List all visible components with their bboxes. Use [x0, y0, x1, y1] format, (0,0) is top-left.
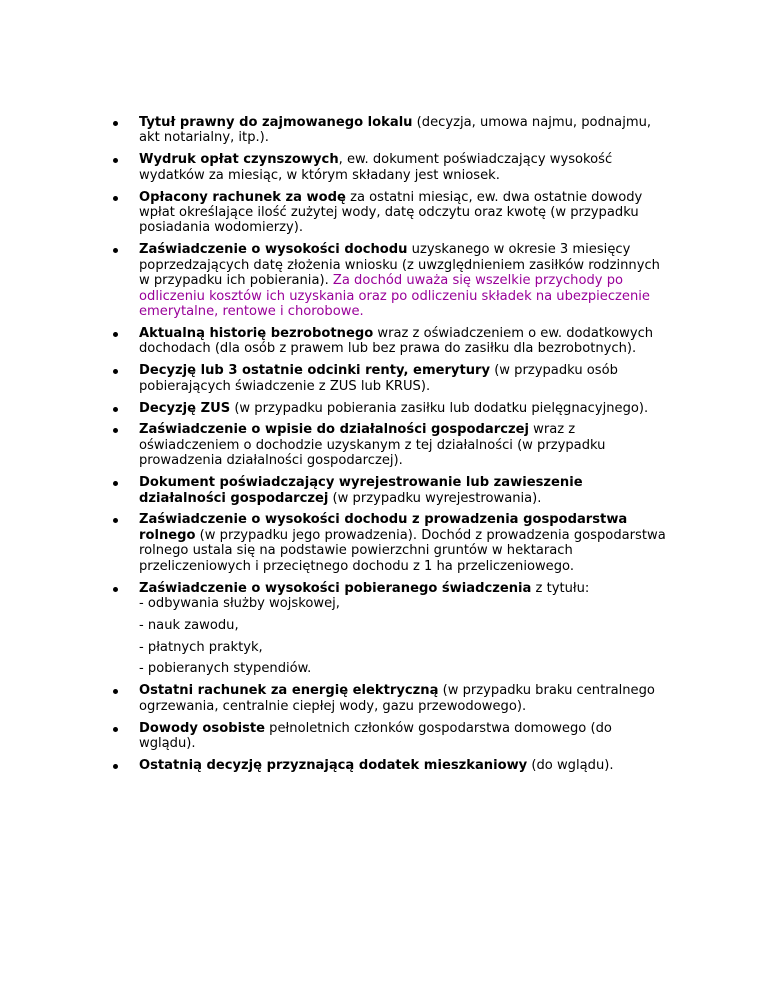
- list-item: [0, 115, 768, 146]
- item-title: Zaświadczenie o wysokości pobieranego świadczenia: [139, 580, 532, 596]
- item-text: z tytułu:: [531, 580, 590, 596]
- item-text: (w przypadku braku centralnego ogrzewania, centralnie ciepłej wody, gazu przewodowego).: [139, 683, 655, 714]
- list-item: [0, 190, 768, 236]
- list-item: [0, 152, 768, 183]
- item-title: Ostatnią decyzję przyznającą dodatek mieszkaniowy: [139, 757, 528, 773]
- list-item: [0, 758, 768, 773]
- list-item: [0, 242, 768, 319]
- bullet-icon: [113, 727, 118, 732]
- list-item: [0, 363, 768, 394]
- bullet-icon: [113, 196, 118, 201]
- sub-item: - pobieranych stypendiów.: [139, 661, 312, 677]
- item-title: Decyzję lub 3 ostatnie odcinki renty, emerytury: [139, 363, 491, 379]
- item-title: Zaświadczenie o wysokości dochodu z prowadzenia gospodarstwa rolnego: [139, 512, 628, 543]
- item-text: (decyzja, umowa najmu, podnajmu, akt notarialny, itp.).: [139, 115, 652, 146]
- list-item: [0, 401, 768, 416]
- bullet-icon: [113, 248, 118, 253]
- bullet-icon: [113, 332, 118, 337]
- item-text: , ew. dokument poświadczający wysokość wydatków za miesiąc, w którym składany jest wniosek.: [139, 152, 613, 183]
- bullet-icon: [113, 407, 118, 412]
- sub-item: - nauk zawodu,: [139, 617, 239, 633]
- bullet-icon: [113, 587, 118, 592]
- item-text: (w przypadku pobierania zasiłku lub dodatku pielęgnacyjnego).: [230, 400, 649, 416]
- item-title: Decyzję ZUS: [139, 400, 231, 416]
- item-text: wraz z oświadczeniem o ew. dodatkowych dochodach (dla osób z prawem lub bez prawa do zasiłku dla bezrobotnych).: [139, 325, 654, 357]
- item-text: pełnoletnich członków gospodarstwa domowego (do wglądu).: [139, 720, 612, 751]
- item-title: Aktualną historię bezrobotnego: [139, 325, 374, 341]
- benefit-subitems: [139, 596, 668, 677]
- list-item: [0, 326, 768, 357]
- list-item: [0, 512, 768, 574]
- list-item: [0, 683, 768, 714]
- item-text: (w przypadku osób pobierających świadczenie z ZUS lub KRUS).: [139, 363, 618, 394]
- item-text: (w przypadku jego prowadzenia). Dochód z prowadzenia gospodarstwa rolnego ustala się na podstawie powierzchni gruntów w hektarach przeliczeniowych i przeciętnego dochodu z 1 ha przeliczeniowego.: [139, 527, 666, 574]
- item-title: Tytuł prawny do zajmowanego lokalu: [139, 115, 413, 130]
- item-text: (do wglądu).: [527, 757, 614, 773]
- bullet-icon: [113, 121, 118, 126]
- bullet-icon: [113, 428, 118, 433]
- bullet-icon: [113, 518, 118, 523]
- bullet-icon: [113, 481, 118, 486]
- item-title: Opłacony rachunek za wodę: [139, 189, 346, 205]
- item-title: Dokument poświadczający wyrejestrowanie lub zawieszenie działalności gospodarczej: [139, 475, 583, 506]
- item-title: Wydruk opłat czynszowych: [139, 152, 339, 168]
- sub-item: - odbywania służby wojskowej,: [139, 595, 340, 611]
- item-highlight-note: Za dochód uważa się wszelkie przychody po odliczeniu kosztów ich uzyskania oraz po odliczeniu składek na ubezpieczenie emerytalne, rentowe i chorobowe.: [139, 273, 650, 319]
- sub-item: - płatnych praktyk,: [139, 639, 263, 655]
- required-documents-list: [0, 115, 768, 780]
- item-title: Ostatni rachunek za energię elektryczną: [139, 683, 439, 699]
- item-text: uzyskanego w okresie 3 miesięcy poprzedzających datę złożenia wniosku (z uwzględnieniem zasiłków rodzinnych w przypadku ich pobierania).: [139, 242, 660, 289]
- bullet-icon: [113, 158, 118, 163]
- bullet-icon: [113, 764, 118, 769]
- list-item: [0, 475, 768, 506]
- item-text: za ostatni miesiąc, ew. dwa ostatnie dowody wpłat określające ilość zużytej wody, datę odczytu oraz kwotę (w przypadku posiadania wodomierzy).: [139, 189, 643, 236]
- item-text: wraz z oświadczeniem o dochodzie uzyskanym z tej działalności (w przypadku prowadzenia działalności gospodarczej).: [139, 422, 606, 469]
- list-item: [0, 581, 768, 677]
- list-item: [0, 422, 768, 468]
- item-text: (w przypadku wyrejestrowania).: [328, 490, 542, 506]
- list-item: [0, 721, 768, 752]
- bullet-icon: [113, 689, 118, 694]
- bullet-icon: [113, 369, 118, 374]
- item-title: Zaświadczenie o wysokości dochodu: [139, 242, 408, 258]
- item-title: Zaświadczenie o wpisie do działalności gospodarczej: [139, 422, 529, 438]
- item-title: Dowody osobiste: [139, 720, 266, 736]
